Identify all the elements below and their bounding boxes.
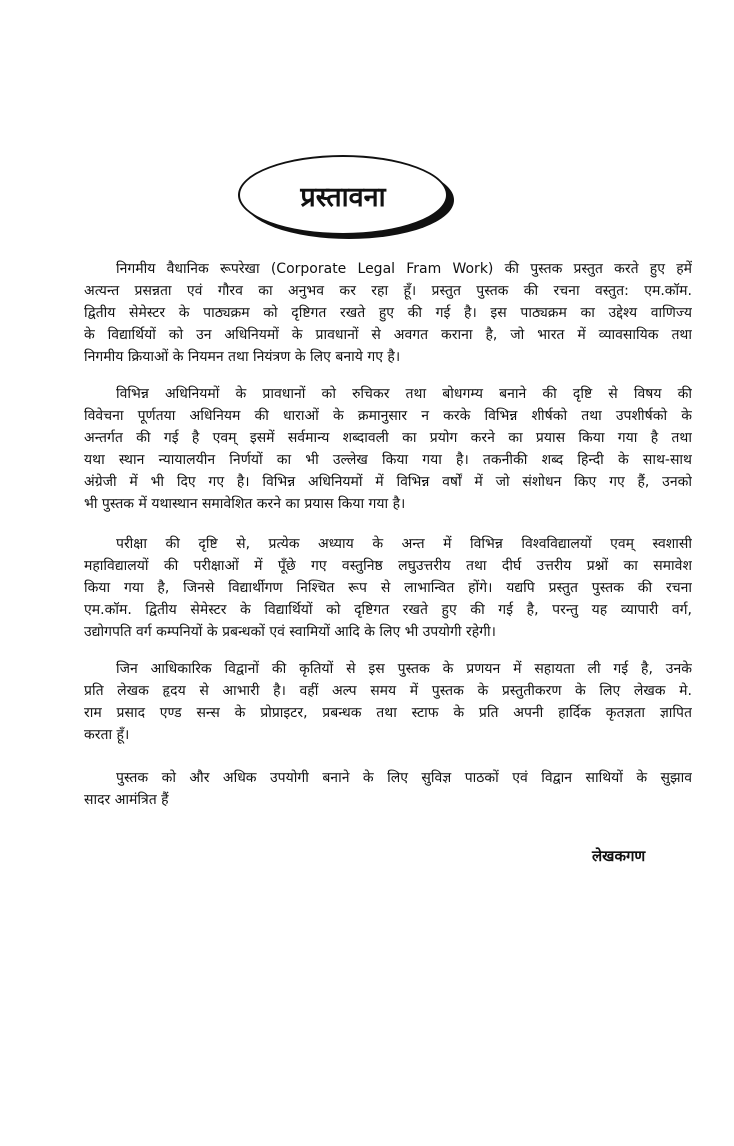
text-line: निगमीय क्रियाओं के नियमन तथा नियंत्रण के लिए बनाये गए है। <box>84 349 401 365</box>
text-line: के विद्यार्थियों को उन अधिनियमों के प्रावधानों से अवगत कराना है, जो भारत में व्यावसायिक तथा <box>84 327 692 343</box>
ellipse-frame <box>238 155 448 235</box>
title-ellipse <box>238 155 456 241</box>
text-line: जिन आधिकारिक विद्वानों की कृतियों से इस पुस्तक के प्रणयन में सहायता ली गई है, उनके <box>116 661 692 677</box>
signature: लेखकगण <box>592 847 646 865</box>
text-line: निगमीय वैधानिक रूपरेखा (Corporate Legal Fram Work) की पुस्तक प्रस्तुत करते हुए हमें <box>116 261 692 277</box>
paragraph <box>84 383 692 515</box>
paragraph <box>84 533 692 643</box>
paragraph <box>84 658 692 746</box>
text-line: विवेचना पूर्णतया अधिनियम की धाराओं के क्रमानुसार न करके विभिन्न शीर्षको तथा उपशीर्षको के <box>84 408 692 424</box>
text-line: प्रति लेखक हृदय से आभारी है। वहीं अल्प समय में पुस्तक के प्रस्तुतीकरण के लिए लेखक मे. <box>84 683 692 699</box>
text-line: अत्यन्त प्रसन्नता एवं गौरव का अनुभव कर रहा हूँ। प्रस्तुत पुस्तक की रचना वस्तुत: एम.कॉम. <box>84 283 692 299</box>
text-line: सादर आमंत्रित हैं <box>84 792 169 808</box>
text-line: महाविद्यालयों की परीक्षाओं में पूँछे गए वस्तुनिष्ठ लघुउत्तरीय तथा दीर्घ उत्तरीय प्रश्नों का समावेश <box>84 558 692 574</box>
text-line: परीक्षा की दृष्टि से, प्रत्येक अध्याय के अन्त में विभिन्न विश्वविद्यालयों एवम् स्वशासी <box>116 536 692 552</box>
page-title: प्रस्तावना <box>300 181 386 213</box>
text-line: पुस्तक को और अधिक उपयोगी बनाने के लिए सुविज्ञ पाठकों एवं विद्वान साथियों के सुझाव <box>116 770 692 786</box>
text-line: विभिन्न अधिनियमों के प्रावधानों को रुचिकर तथा बोधगम्य बनाने की दृष्टि से विषय की <box>116 386 692 402</box>
text-line: अन्तर्गत की गई है एवम् इसमें सर्वमान्य शब्दावली का प्रयोग करने का प्रयास किया गया है तथा <box>84 430 692 446</box>
text-line: किया गया है, जिनसे विद्यार्थीगण निश्चित रूप से लाभान्वित होंगे। यद्यपि प्रस्तुत पुस्तक की रचना <box>84 580 692 596</box>
text-line: अंग्रेजी में भी दिए गए है। विभिन्न अधिनियमों में विभिन्न वर्षों में जो संशोधन किए गए हैं, उनको <box>84 474 692 490</box>
text-line: यथा स्थान न्यायालयीन निर्णयों का भी उल्लेख किया गया है। तकनीकी शब्द हिन्दी के साथ-साथ <box>84 452 692 468</box>
text-line: एम.कॉम. द्वितीय सेमेस्टर के विद्यार्थियों को दृष्टिगत रखते हुए की गई है, परन्तु यह व्यापारी वर्ग, <box>84 602 692 618</box>
text-line: राम प्रसाद एण्ड सन्स के प्रोप्राइटर, प्रबन्धक तथा स्टाफ के प्रति अपनी हार्दिक कृतज्ञता ज्ञापित <box>84 705 692 721</box>
paragraph <box>84 258 692 368</box>
text-line: करता हूँ। <box>84 727 130 743</box>
text-line: भी पुस्तक में यथास्थान समावेशित करने का प्रयास किया गया है। <box>84 496 406 512</box>
text-line: द्वितीय सेमेस्टर के पाठ्यक्रम को दृष्टिगत रखते हुए की गई है। इस पाठ्यक्रम का उद्देश्य वाणिज्य <box>84 305 692 321</box>
paragraph <box>84 767 692 811</box>
text-line: उद्योगपति वर्ग कम्पनियों के प्रबन्धकों एवं स्वामियों आदि के लिए भी उपयोगी रहेगी। <box>84 624 496 640</box>
